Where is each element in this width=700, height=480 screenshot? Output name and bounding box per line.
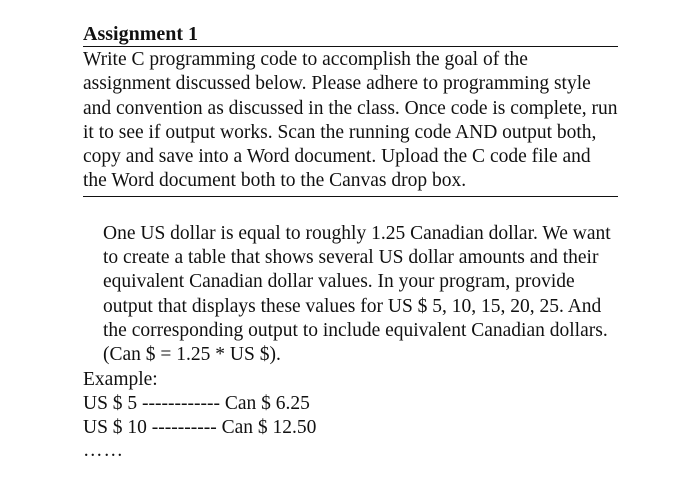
assignment-instructions: Write C programming code to accomplish the goal of the assignment discussed below. Please adhere to programming style and convention as discussed in the class. Once code is complete, run it to see if output works. Scan the running code AND output both, copy and save into a Word document. Upload the C code file and the Word document both to the Canvas drop box. — [83, 47, 618, 197]
assignment-title: Assignment 1 — [83, 22, 618, 47]
problem-description: One US dollar is equal to roughly 1.25 Canadian dollar. We want to create a table that shows several US dollar amounts and their equivalent Canadian dollar values. In your program, provide output that displays these values for US $ 5, 10, 15, 20, 25. And the corresponding output to include equivalent Canadian dollars. (Can $ = 1.25 * US $). — [103, 222, 611, 366]
example-line-2: US $ 10 ---------- Can $ 12.50 — [83, 417, 317, 439]
example-line-1: US $ 5 ------------ Can $ 6.25 — [83, 392, 310, 414]
continuation-ellipsis: …… — [83, 440, 124, 462]
assignment-document — [83, 22, 618, 462]
example-label: Example: — [83, 368, 158, 390]
